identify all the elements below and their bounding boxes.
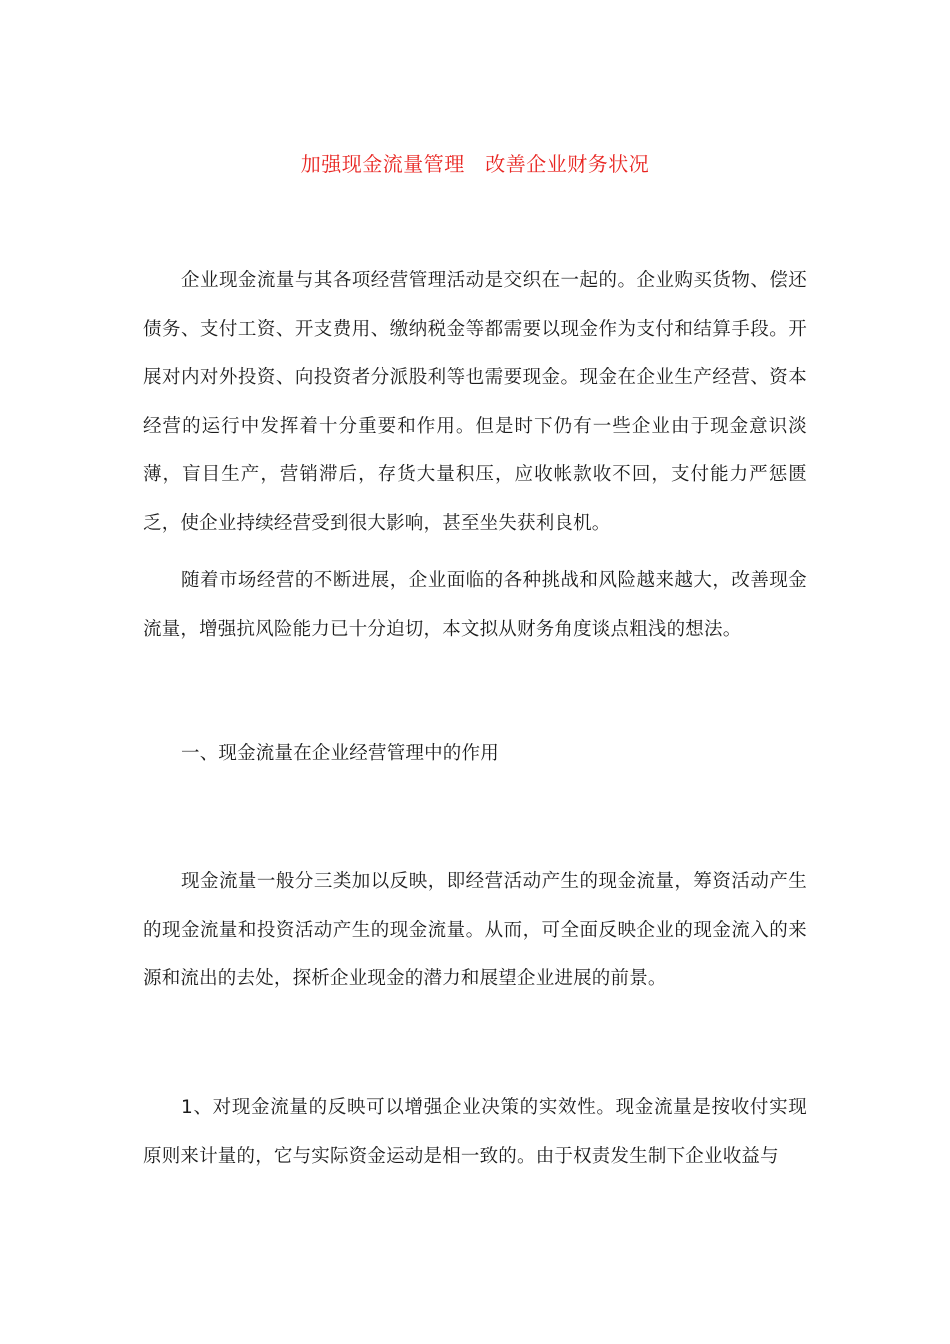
intro-paragraph: 企业现金流量与其各项经营管理活动是交织在一起的。企业购买货物、偿还债务、支付工资、开支费用、缴纳税金等都需要以现金作为支付和结算手段。开展对内对外投资、向投资者分派股利等也需要现金。现金在企业生产经营、资本经营的运行中发挥着十分重要和作用。但是时下仍有一些企业由于现金意识淡薄，盲目生产，营销滞后，存货大量积压，应收帐款收不回，支付能力严惩匮乏，使企业持续经营受到很大影响，甚至坐失获利良机。 xyxy=(143,270,807,534)
section-paragraph: 现金流量一般分三类加以反映，即经营活动产生的现金流量，筹资活动产生的现金流量和投资活动产生的现金流量。从而，可全面反映企业的现金流入的来源和流出的去处，探析企业现金的潜力和展望企业进展的前景。 xyxy=(143,871,807,989)
second-paragraph: 随着市场经营的不断进展，企业面临的各种挑战和风险越来越大，改善现金流量，增强抗风险能力已十分迫切，本文拟从财务角度谈点粗浅的想法。 xyxy=(143,570,807,640)
document-title: 加强现金流量管理 改善企业财务状况 xyxy=(300,152,650,176)
section-heading: 一、现金流量在企业经营管理中的作用 xyxy=(181,743,499,764)
numbered-paragraph: 1、对现金流量的反映可以增强企业决策的实效性。现金流量是按收付实现原则来计量的，它与实际资金运动是相一致的。由于权责发生制下企业收益与 xyxy=(143,1097,807,1167)
